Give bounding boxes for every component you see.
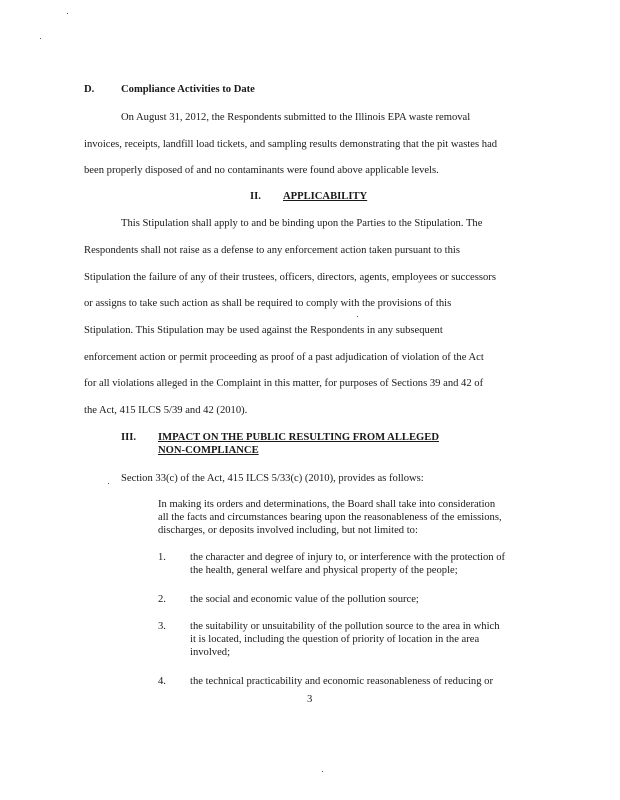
section-ii-line-2: Respondents shall not raise as a defense to any enforcement action taken pursuant to this (84, 245, 460, 256)
section-ii-line-4: or assigns to take such action as shall be required to comply with the provisions of this (84, 298, 452, 309)
item-3-line-3: involved; (190, 647, 231, 658)
item-4-line-1: the technical practicability and economic reasonableness of reducing or (190, 676, 493, 687)
item-1-line-2: the health, general welfare and physical property of the people; (190, 565, 458, 576)
page-number: 3 (307, 694, 313, 705)
quote-line-3: discharges, or deposits involved including, but not limited to: (158, 525, 418, 536)
section-ii-line-3: Stipulation the failure of any of their trustees, officers, directors, agents, employees or successors (84, 272, 496, 283)
item-1-number: 1. (158, 552, 166, 563)
quote-line-1: In making its orders and determinations, the Board shall take into consideration (158, 499, 496, 510)
section-d-line-3: been properly disposed of and no contaminants were found above applicable levels. (84, 165, 439, 176)
section-ii-line-6: enforcement action or permit proceeding as proof of a past adjudication of violation of the Act (84, 352, 484, 363)
quote-line-2: all the facts and circumstances bearing upon the reasonableness of the emissions, (158, 512, 502, 523)
section-d-heading: Compliance Activities to Date (121, 84, 255, 95)
section-iii-heading-line-1: IMPACT ON THE PUBLIC RESULTING FROM ALLEGED (158, 432, 439, 443)
scan-speck (322, 771, 323, 772)
scan-speck (67, 13, 68, 14)
item-2-line-1: the social and economic value of the pollution source; (190, 594, 419, 605)
item-1-line-1: the character and degree of injury to, or interference with the protection of (190, 552, 506, 563)
item-2-number: 2. (158, 594, 166, 605)
section-ii-line-8: the Act, 415 ILCS 5/39 and 42 (2010). (84, 405, 248, 416)
scan-speck (357, 316, 358, 317)
section-ii-line-1: This Stipulation shall apply to and be binding upon the Parties to the Stipulation. The (121, 218, 483, 229)
section-d-letter: D. (84, 84, 95, 95)
section-iii-intro: Section 33(c) of the Act, 415 ILCS 5/33(c) (2010), provides as follows: (121, 473, 424, 484)
section-d-line-1: On August 31, 2012, the Respondents submitted to the Illinois EPA waste removal (121, 112, 471, 123)
item-4-number: 4. (158, 676, 166, 687)
section-ii-line-5: Stipulation. This Stipulation may be used against the Respondents in any subsequent (84, 325, 443, 336)
item-3-line-2: it is located, including the question of priority of location in the area (190, 634, 480, 645)
scan-speck (40, 38, 41, 39)
item-3-number: 3. (158, 621, 166, 632)
section-ii-heading: APPLICABILITY (283, 191, 368, 202)
section-ii-line-7: for all violations alleged in the Complaint in this matter, for purposes of Sections 39 and 42 of (84, 378, 484, 389)
section-ii-numeral: II. (250, 191, 261, 202)
section-d-line-2: invoices, receipts, landfill load tickets, and sampling results demonstrating that the pit wastes had (84, 139, 498, 150)
section-iii-numeral: III. (121, 432, 137, 443)
item-3-line-1: the suitability or unsuitability of the pollution source to the area in which (190, 621, 500, 632)
section-iii-heading-line-2: NON-COMPLIANCE (158, 445, 259, 456)
scan-speck (108, 483, 109, 484)
